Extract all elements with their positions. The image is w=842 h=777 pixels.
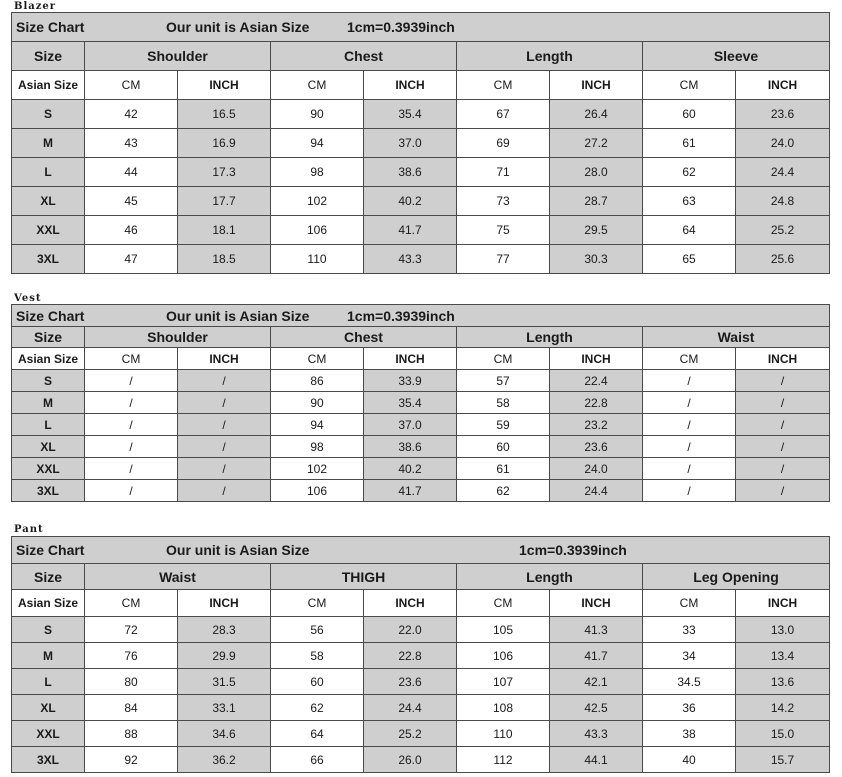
cm-value: 67 — [457, 100, 550, 129]
inch-unit-label: INCH — [550, 71, 643, 100]
inch-value: / — [178, 436, 271, 458]
cm-unit-label: CM — [457, 348, 550, 370]
inch-value: / — [736, 392, 830, 414]
size-header: Size — [12, 42, 85, 71]
size-label: 3XL — [12, 747, 85, 773]
cm-unit-label: CM — [643, 71, 736, 100]
cm-value: 64 — [271, 721, 364, 747]
size-label: XXL — [12, 216, 85, 245]
size-label: XXL — [12, 458, 85, 480]
measure-group-header: Length — [457, 564, 643, 590]
cm-value: 88 — [85, 721, 178, 747]
inch-value: 30.3 — [550, 245, 643, 274]
inch-value: 28.7 — [550, 187, 643, 216]
title-row — [12, 305, 830, 327]
inch-unit-label: INCH — [550, 590, 643, 617]
inch-value: 38.6 — [364, 158, 457, 187]
cm-value: / — [643, 392, 736, 414]
size-row — [12, 458, 830, 480]
group-header-row — [12, 327, 830, 348]
inch-unit-label: INCH — [178, 71, 271, 100]
cm-value: 106 — [271, 216, 364, 245]
inch-value: 22.8 — [550, 392, 643, 414]
cm-value: 57 — [457, 370, 550, 392]
cm-value: 58 — [271, 643, 364, 669]
size-label: XL — [12, 695, 85, 721]
inch-value: 41.7 — [550, 643, 643, 669]
size-chart-title: Size Chart — [16, 307, 85, 324]
inch-value: 17.3 — [178, 158, 271, 187]
cm-value: 102 — [271, 187, 364, 216]
cm-value: 80 — [85, 669, 178, 695]
inch-value: 13.0 — [736, 617, 830, 643]
cm-unit-label: CM — [457, 71, 550, 100]
inch-value: 43.3 — [364, 245, 457, 274]
inch-value: / — [736, 436, 830, 458]
inch-value: 24.4 — [550, 480, 643, 502]
cm-value: 110 — [271, 245, 364, 274]
cm-value: / — [643, 370, 736, 392]
cm-value: 108 — [457, 695, 550, 721]
inch-unit-label: INCH — [736, 348, 830, 370]
size-row — [12, 695, 830, 721]
unit-note: Our unit is Asian Size — [166, 542, 310, 558]
cm-value: 64 — [643, 216, 736, 245]
cm-value: 90 — [271, 392, 364, 414]
unit-note: Our unit is Asian Size — [166, 307, 310, 324]
inch-value: 35.4 — [364, 100, 457, 129]
size-row — [12, 436, 830, 458]
inch-unit-label: INCH — [178, 348, 271, 370]
size-label: 3XL — [12, 480, 85, 502]
cm-value: 72 — [85, 617, 178, 643]
inch-value: 13.4 — [736, 643, 830, 669]
size-row — [12, 643, 830, 669]
asian-size-label: Asian Size — [12, 71, 85, 100]
cm-value: 75 — [457, 216, 550, 245]
cm-unit-label: CM — [457, 590, 550, 617]
cm-value: 47 — [85, 245, 178, 274]
inch-value: / — [736, 370, 830, 392]
blazer-size-table — [11, 12, 830, 274]
inch-value: 14.2 — [736, 695, 830, 721]
measure-group-header: Waist — [643, 327, 830, 348]
inch-value: 25.2 — [364, 721, 457, 747]
inch-value: 33.9 — [364, 370, 457, 392]
inch-value: 26.4 — [550, 100, 643, 129]
measure-group-header: Shoulder — [85, 327, 271, 348]
cm-unit-label: CM — [643, 348, 736, 370]
cm-value: 77 — [457, 245, 550, 274]
cm-value: 98 — [271, 436, 364, 458]
cm-value: 106 — [457, 643, 550, 669]
inch-value: 26.0 — [364, 747, 457, 773]
inch-value: / — [178, 392, 271, 414]
inch-value: 24.4 — [364, 695, 457, 721]
cm-value: 94 — [271, 414, 364, 436]
inch-value: 23.6 — [364, 669, 457, 695]
inch-value: 22.8 — [364, 643, 457, 669]
inch-value: / — [178, 414, 271, 436]
cm-value: 65 — [643, 245, 736, 274]
measure-group-header: Waist — [85, 564, 271, 590]
cm-value: 86 — [271, 370, 364, 392]
inch-value: 40.2 — [364, 458, 457, 480]
size-label: 3XL — [12, 245, 85, 274]
cm-unit-label: CM — [85, 71, 178, 100]
inch-value: 41.7 — [364, 480, 457, 502]
inch-value: 13.6 — [736, 669, 830, 695]
cm-value: 76 — [85, 643, 178, 669]
cm-value: 112 — [457, 747, 550, 773]
inch-value: 28.3 — [178, 617, 271, 643]
size-row — [12, 100, 830, 129]
inch-value: 37.0 — [364, 129, 457, 158]
inch-value: 25.2 — [736, 216, 830, 245]
size-row — [12, 480, 830, 502]
cm-value: 40 — [643, 747, 736, 773]
size-label: L — [12, 158, 85, 187]
cm-unit-label: CM — [85, 590, 178, 617]
cm-value: / — [643, 458, 736, 480]
blazer-section-label: Blazer — [14, 1, 57, 12]
inch-value: 33.1 — [178, 695, 271, 721]
inch-unit-label: INCH — [364, 590, 457, 617]
title-row — [12, 537, 830, 564]
inch-value: 15.7 — [736, 747, 830, 773]
size-row — [12, 414, 830, 436]
inch-value: 25.6 — [736, 245, 830, 274]
inch-value: 34.6 — [178, 721, 271, 747]
cm-value: 36 — [643, 695, 736, 721]
size-row — [12, 245, 830, 274]
size-label: S — [12, 617, 85, 643]
inch-value: 22.0 — [364, 617, 457, 643]
cm-unit-label: CM — [85, 348, 178, 370]
inch-unit-label: INCH — [550, 348, 643, 370]
cm-value: / — [85, 414, 178, 436]
title-cell — [12, 13, 830, 42]
inch-value: 23.6 — [550, 436, 643, 458]
inch-value: 44.1 — [550, 747, 643, 773]
conversion-note: 1cm=0.3939inch — [519, 542, 627, 558]
cm-value: 62 — [643, 158, 736, 187]
inch-value: / — [178, 458, 271, 480]
cm-value: 56 — [271, 617, 364, 643]
inch-value: 27.2 — [550, 129, 643, 158]
cm-value: 73 — [457, 187, 550, 216]
title-cell — [12, 537, 830, 564]
size-chart-title: Size Chart — [16, 542, 85, 558]
inch-value: 17.7 — [178, 187, 271, 216]
inch-value: 15.0 — [736, 721, 830, 747]
measure-group-header: Chest — [271, 42, 457, 71]
cm-value: 59 — [457, 414, 550, 436]
vest-section-label: Vest — [14, 293, 42, 304]
inch-value: 28.0 — [550, 158, 643, 187]
cm-value: 69 — [457, 129, 550, 158]
inch-value: 35.4 — [364, 392, 457, 414]
size-row — [12, 669, 830, 695]
size-label: L — [12, 414, 85, 436]
size-row — [12, 129, 830, 158]
cm-value: 44 — [85, 158, 178, 187]
cm-value: 84 — [85, 695, 178, 721]
inch-value: / — [736, 480, 830, 502]
cm-value: 63 — [643, 187, 736, 216]
cm-value: 110 — [457, 721, 550, 747]
inch-value: 29.9 — [178, 643, 271, 669]
inch-value: 24.0 — [550, 458, 643, 480]
cm-value: 38 — [643, 721, 736, 747]
inch-value: 29.5 — [550, 216, 643, 245]
size-label: S — [12, 100, 85, 129]
cm-value: 45 — [85, 187, 178, 216]
inch-value: 18.1 — [178, 216, 271, 245]
cm-value: / — [85, 480, 178, 502]
inch-value: 38.6 — [364, 436, 457, 458]
size-row — [12, 721, 830, 747]
cm-value: 60 — [271, 669, 364, 695]
cm-value: 34 — [643, 643, 736, 669]
size-label: M — [12, 392, 85, 414]
cm-value: 60 — [643, 100, 736, 129]
size-label: S — [12, 370, 85, 392]
cm-value: 60 — [457, 436, 550, 458]
asian-size-label: Asian Size — [12, 590, 85, 617]
cm-value: 61 — [457, 458, 550, 480]
inch-unit-label: INCH — [364, 348, 457, 370]
inch-value: 36.2 — [178, 747, 271, 773]
size-row — [12, 617, 830, 643]
cm-value: / — [85, 370, 178, 392]
inch-value: / — [736, 458, 830, 480]
cm-value: 62 — [271, 695, 364, 721]
title-row — [12, 13, 830, 42]
conversion-note: 1cm=0.3939inch — [347, 19, 455, 35]
group-header-row — [12, 564, 830, 590]
inch-unit-label: INCH — [178, 590, 271, 617]
cm-value: 42 — [85, 100, 178, 129]
cm-value: 58 — [457, 392, 550, 414]
cm-value: / — [85, 392, 178, 414]
cm-value: 46 — [85, 216, 178, 245]
inch-value: 24.0 — [736, 129, 830, 158]
size-label: M — [12, 129, 85, 158]
size-label: XL — [12, 187, 85, 216]
measure-group-header: Sleeve — [643, 42, 830, 71]
measure-group-header: Leg Opening — [643, 564, 830, 590]
inch-value: 18.5 — [178, 245, 271, 274]
measure-group-header: Length — [457, 42, 643, 71]
unit-header-row — [12, 590, 830, 617]
group-header-row — [12, 42, 830, 71]
inch-value: 43.3 — [550, 721, 643, 747]
cm-value: 92 — [85, 747, 178, 773]
inch-value: 16.9 — [178, 129, 271, 158]
inch-value: 23.2 — [550, 414, 643, 436]
unit-header-row — [12, 348, 830, 370]
cm-value: 107 — [457, 669, 550, 695]
unit-note: Our unit is Asian Size — [166, 19, 310, 35]
inch-value: 42.5 — [550, 695, 643, 721]
inch-value: / — [178, 480, 271, 502]
size-label: XXL — [12, 721, 85, 747]
size-label: L — [12, 669, 85, 695]
cm-value: 102 — [271, 458, 364, 480]
size-row — [12, 392, 830, 414]
inch-value: / — [178, 370, 271, 392]
inch-value: 41.7 — [364, 216, 457, 245]
cm-unit-label: CM — [643, 590, 736, 617]
cm-unit-label: CM — [271, 590, 364, 617]
asian-size-label: Asian Size — [12, 348, 85, 370]
inch-value: 37.0 — [364, 414, 457, 436]
unit-header-row — [12, 71, 830, 100]
inch-value: 41.3 — [550, 617, 643, 643]
cm-unit-label: CM — [271, 71, 364, 100]
cm-value: / — [643, 480, 736, 502]
inch-value: 31.5 — [178, 669, 271, 695]
cm-value: 94 — [271, 129, 364, 158]
inch-value: 24.8 — [736, 187, 830, 216]
measure-group-header: THIGH — [271, 564, 457, 590]
size-header: Size — [12, 564, 85, 590]
cm-value: / — [85, 458, 178, 480]
size-row — [12, 187, 830, 216]
cm-value: 43 — [85, 129, 178, 158]
cm-value: 71 — [457, 158, 550, 187]
cm-value: / — [643, 414, 736, 436]
cm-value: / — [85, 436, 178, 458]
vest-size-table — [11, 304, 830, 502]
cm-value: 106 — [271, 480, 364, 502]
measure-group-header: Shoulder — [85, 42, 271, 71]
size-row — [12, 370, 830, 392]
title-cell — [12, 305, 830, 327]
size-header: Size — [12, 327, 85, 348]
inch-value: / — [736, 414, 830, 436]
inch-value: 16.5 — [178, 100, 271, 129]
conversion-note: 1cm=0.3939inch — [347, 307, 455, 324]
pant-size-table — [11, 536, 830, 773]
measure-group-header: Length — [457, 327, 643, 348]
inch-unit-label: INCH — [736, 71, 830, 100]
cm-value: 105 — [457, 617, 550, 643]
inch-value: 24.4 — [736, 158, 830, 187]
inch-value: 42.1 — [550, 669, 643, 695]
size-chart-title: Size Chart — [16, 19, 85, 35]
cm-unit-label: CM — [271, 348, 364, 370]
inch-unit-label: INCH — [364, 71, 457, 100]
size-row — [12, 747, 830, 773]
size-label: XL — [12, 436, 85, 458]
size-row — [12, 216, 830, 245]
inch-unit-label: INCH — [736, 590, 830, 617]
size-row — [12, 158, 830, 187]
cm-value: / — [643, 436, 736, 458]
cm-value: 62 — [457, 480, 550, 502]
cm-value: 66 — [271, 747, 364, 773]
cm-value: 61 — [643, 129, 736, 158]
cm-value: 90 — [271, 100, 364, 129]
cm-value: 33 — [643, 617, 736, 643]
inch-value: 22.4 — [550, 370, 643, 392]
measure-group-header: Chest — [271, 327, 457, 348]
cm-value: 98 — [271, 158, 364, 187]
size-label: M — [12, 643, 85, 669]
inch-value: 40.2 — [364, 187, 457, 216]
cm-value: 34.5 — [643, 669, 736, 695]
inch-value: 23.6 — [736, 100, 830, 129]
pant-section-label: Pant — [14, 524, 44, 535]
